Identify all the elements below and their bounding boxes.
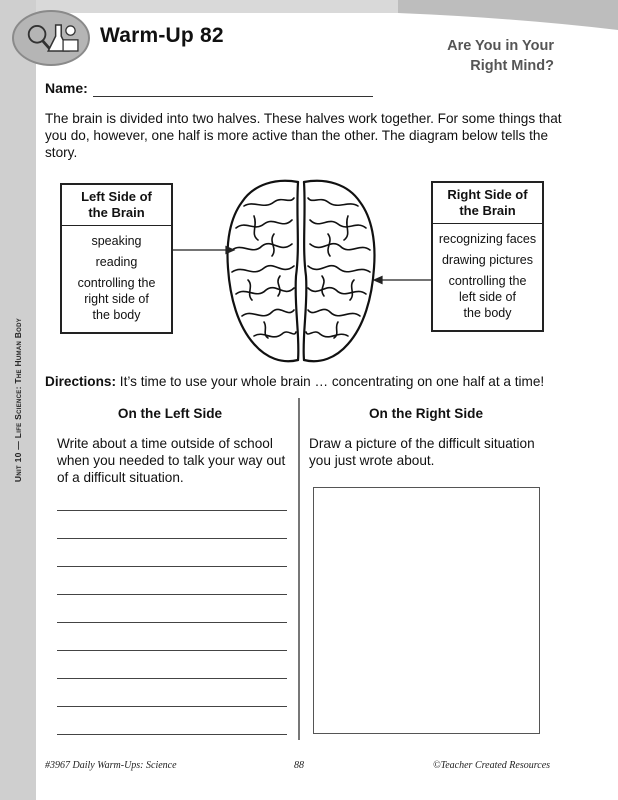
side-unit-label: Unit 10 — Life Science: The Human Body — [13, 317, 23, 483]
right-box-item: recognizing faces — [438, 232, 537, 246]
left-box-item-line: controlling the — [77, 276, 156, 290]
right-brain-box — [431, 181, 544, 332]
right-box-item-line: controlling the — [448, 274, 527, 288]
left-box-body — [62, 226, 171, 332]
writing-line[interactable] — [57, 510, 287, 511]
subtitle-line-2: Right Mind? — [470, 58, 554, 74]
left-box-item: speaking — [91, 234, 142, 248]
directions-label: Directions: — [45, 374, 117, 389]
page-subtitle — [447, 36, 554, 76]
science-logo — [12, 10, 90, 66]
science-tools-icon — [14, 12, 88, 64]
writing-line[interactable] — [57, 538, 287, 539]
directions-text: It’s time to use your whole brain … concentrating on one half at a time! — [119, 374, 545, 389]
drawing-box[interactable] — [313, 487, 540, 734]
brain-illustration — [224, 176, 378, 366]
left-box-item-multiline — [66, 275, 167, 323]
writing-line[interactable] — [57, 622, 287, 623]
column-divider — [298, 398, 300, 740]
left-brain-box — [60, 183, 173, 334]
name-field[interactable] — [93, 96, 373, 97]
left-column-heading: On the Left Side — [117, 406, 223, 421]
right-box-title-line-1: Right Side of — [447, 187, 528, 202]
right-column-heading: On the Right Side — [368, 406, 484, 421]
right-box-title — [433, 183, 542, 224]
footer-page-number: 88 — [294, 760, 304, 771]
writing-line[interactable] — [57, 678, 287, 679]
footer-publisher: ©Teacher Created Resources — [433, 760, 551, 771]
right-box-item: drawing pictures — [441, 253, 533, 267]
intro-paragraph: The brain is divided into two halves. These halves work together. For some things that you do, however, one half is more active than the other. The diagram below tells the story. — [45, 111, 562, 160]
left-box-title-line-2: the Brain — [88, 205, 145, 220]
page-title: Warm-Up 82 — [100, 24, 224, 47]
right-box-item-line: left side of — [459, 290, 516, 304]
left-box-title — [62, 185, 171, 226]
right-box-item-line: the body — [463, 306, 512, 320]
left-box-title-line-1: Left Side of — [81, 189, 152, 204]
writing-line[interactable] — [57, 706, 287, 707]
footer-book-title: #3967 Daily Warm-Ups: Science — [45, 760, 177, 771]
writing-line[interactable] — [57, 734, 287, 735]
name-label: Name: — [45, 80, 88, 96]
writing-line[interactable] — [57, 566, 287, 567]
subtitle-line-1: Are You in Your — [447, 38, 554, 54]
left-box-item-line: the body — [92, 308, 141, 322]
writing-line[interactable] — [57, 650, 287, 651]
left-column-prompt: Write about a time outside of school when you needed to talk your way out of a difficult situation. — [57, 436, 286, 485]
right-box-item-multiline — [437, 273, 538, 321]
right-box-title-line-2: the Brain — [459, 203, 516, 218]
left-box-item-line: right side of — [84, 292, 149, 306]
right-box-body — [433, 224, 542, 330]
right-column-prompt: Draw a picture of the difficult situation you just wrote about. — [309, 436, 535, 468]
writing-line[interactable] — [57, 594, 287, 595]
directions — [45, 374, 544, 389]
left-box-item: reading — [95, 255, 138, 269]
top-swoosh-decoration — [398, 0, 618, 32]
